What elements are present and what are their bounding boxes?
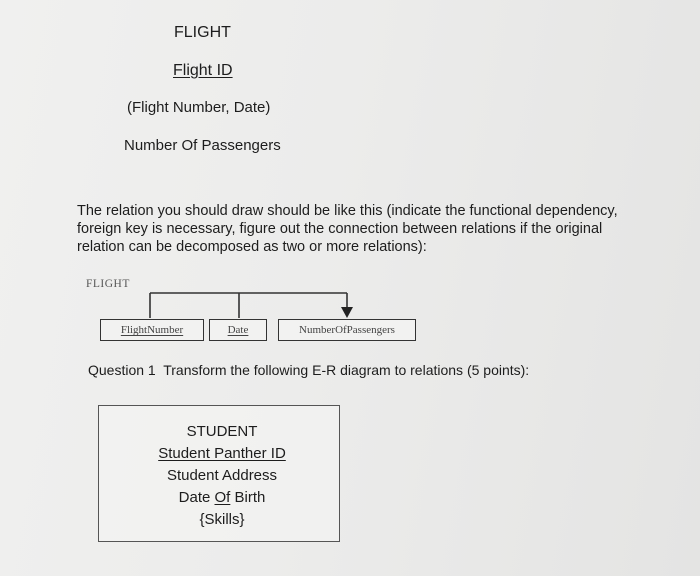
instructions-line-3: relation can be decomposed as two or more relations): bbox=[77, 239, 427, 255]
flight-entity-key: Flight ID bbox=[173, 62, 233, 79]
dob-prefix: Date bbox=[178, 489, 215, 506]
relation-name: FLIGHT bbox=[86, 278, 130, 290]
student-address-attribute: Student Address bbox=[166, 467, 278, 484]
student-skills-attribute: {Skills} bbox=[199, 511, 245, 528]
instructions-line-2: foreign key is necessary, figure out the connection between relations if the original bbox=[77, 221, 603, 237]
student-dob-attribute bbox=[99, 489, 345, 506]
flight-attribute-passengers: Number Of Passengers bbox=[124, 137, 281, 154]
relation-attribute-flightnumber bbox=[100, 319, 204, 341]
student-entity-title: STUDENT bbox=[186, 423, 258, 440]
fd-arrowhead-icon bbox=[341, 307, 353, 318]
flight-composite-key: (Flight Number, Date) bbox=[127, 99, 271, 116]
student-key-label: Student Panther ID bbox=[158, 445, 286, 462]
relation-attr-label-1: FlightNumber bbox=[120, 324, 184, 336]
dob-suffix: Birth bbox=[230, 489, 266, 506]
question-1: Question 1 Transform the following E-R diagram to relations (5 points): bbox=[88, 362, 530, 378]
flight-entity-title: FLIGHT bbox=[174, 24, 231, 41]
student-key-attribute bbox=[99, 445, 345, 462]
relation-attr-label-3: NumberOfPassengers bbox=[299, 324, 395, 336]
student-entity-box bbox=[98, 405, 340, 542]
relation-attr-label-2: Date bbox=[227, 324, 249, 336]
relation-attribute-date bbox=[209, 319, 267, 341]
dob-of: Of bbox=[214, 489, 231, 506]
instructions-line-1: The relation you should draw should be like this (indicate the functional dependency, bbox=[77, 203, 618, 219]
relation-attribute-passengers bbox=[278, 319, 416, 341]
